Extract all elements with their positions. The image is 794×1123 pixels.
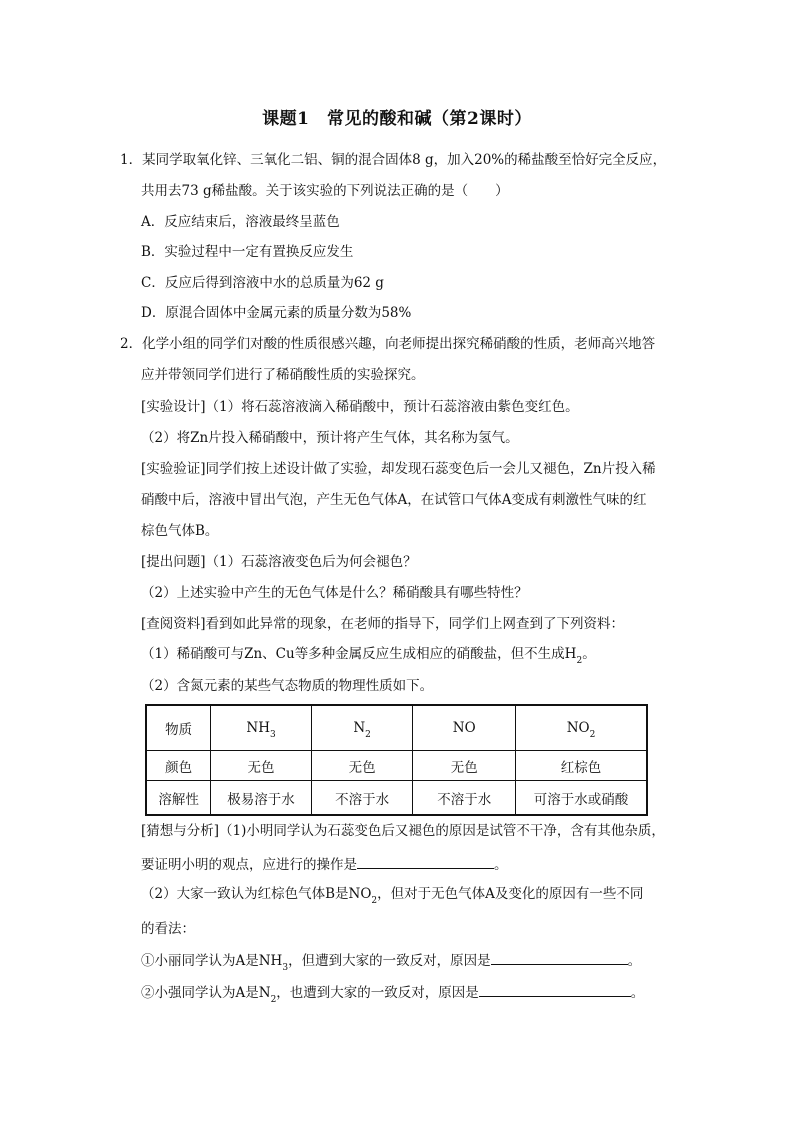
col-no2-name bbox=[516, 705, 648, 751]
answer-blank-3[interactable] bbox=[479, 982, 631, 997]
q2-verify-3: 棕色气体B。 bbox=[141, 523, 219, 539]
q1-line-1: 1．某同学取氧化锌、三氧化二铝、铜的混合固体8 g，加入20%的稀盐酸至恰好完全反应， bbox=[120, 152, 667, 168]
xiaoli-end: 。 bbox=[627, 953, 642, 969]
n2-sub: 2 bbox=[365, 729, 371, 740]
row-label-color: 颜色 bbox=[146, 751, 211, 781]
nh3-sub: 3 bbox=[269, 729, 276, 740]
table-row-solubility bbox=[146, 781, 647, 816]
col-nh3-name bbox=[211, 705, 312, 751]
table-row-substance bbox=[146, 705, 647, 751]
nh3-color: 无色 bbox=[211, 751, 312, 781]
row-label-substance: 物质 bbox=[146, 705, 211, 751]
q2-guess-3-end: ，但对于无色气体A及变化的原因有一些不同 bbox=[377, 886, 644, 902]
q2-guess-3-text: （2）大家一致认为红棕色气体B是NO bbox=[141, 886, 372, 902]
row-label-solubility: 溶解性 bbox=[146, 781, 211, 816]
no-color: 无色 bbox=[413, 751, 516, 781]
answer-blank-2[interactable] bbox=[491, 950, 628, 965]
xiaoli-text: ①小丽同学认为A是NH bbox=[141, 953, 283, 969]
q2-question-2: （2）上述实验中产生的无色气体是什么？稀硝酸具有哪些特性？ bbox=[141, 585, 528, 601]
q2-guess-3 bbox=[141, 885, 644, 906]
q1-option-a: A．反应结束后，溶液最终呈蓝色 bbox=[141, 214, 340, 230]
no-solubility: 不溶于水 bbox=[413, 781, 516, 816]
no-base: NO bbox=[452, 720, 476, 736]
q2-reference-2-text: （1）稀硝酸可与Zn、Cu等多种金属反应生成相应的硝酸盐，但不生成H bbox=[141, 646, 577, 662]
q2-question-1: [提出问题]（1）石蕊溶液变色后为何会褪色？ bbox=[141, 554, 417, 570]
no2-solubility: 可溶于水或硝酸 bbox=[516, 781, 648, 816]
q2-reference-1: [查阅资料]看到如此异常的现象，在老师的指导下，同学们上网查到了下列资料： bbox=[141, 616, 625, 632]
n2-color: 无色 bbox=[311, 751, 413, 781]
q2-intro-2: 应并带领同学们进行了稀硝酸性质的实验探究。 bbox=[141, 367, 425, 383]
q1-option-d: D．原混合固体中金属元素的质量分数为58% bbox=[141, 305, 412, 321]
q2-guess-4: 的看法： bbox=[141, 921, 195, 937]
q2-guess-3-subscript: 2 bbox=[371, 895, 378, 906]
q2-reference-2-subscript: 2 bbox=[576, 655, 583, 666]
xiaoqiang-reason-text: ，也遭到大家的一致反对，原因是 bbox=[276, 985, 479, 1001]
page-title: 课题1 常见的酸和碱（第2课时） bbox=[262, 109, 532, 129]
q1-line-2: 共用去73 g稀盐酸。关于该实验的下列说法正确的是（ ） bbox=[141, 183, 509, 199]
q2-verify-1: [实验验证]同学们按上述设计做了实验，却发现石蕊变色后一会儿又褪色，Zn片投入稀 bbox=[141, 461, 656, 477]
q2-reference-2-end: 。 bbox=[582, 646, 596, 662]
q2-guess-2-text: 要证明小明的观点，应进行的操作是 bbox=[141, 857, 357, 873]
q2-guess-2 bbox=[141, 854, 508, 874]
n2-solubility: 不溶于水 bbox=[311, 781, 413, 816]
q2-intro-1: 2．化学小组的同学们对酸的性质很感兴趣，向老师提出探究稀硝酸的性质，老师高兴地答 bbox=[120, 336, 656, 352]
q2-verify-2: 硝酸中后，溶液中冒出气泡，产生无色气体A，在试管口气体A变成有刺激性气味的红 bbox=[141, 492, 647, 508]
xiaoqiang-end: 。 bbox=[630, 985, 645, 1001]
no2-sub: 2 bbox=[589, 729, 596, 740]
q2-reference-2 bbox=[141, 645, 596, 666]
answer-blank-1[interactable] bbox=[357, 854, 494, 869]
q2-reference-3: （2）含氮元素的某些气态物质的物理性质如下。 bbox=[141, 678, 434, 694]
q2-xiaoqiang-line bbox=[141, 982, 645, 1005]
col-no-name bbox=[413, 705, 516, 751]
nh3-base: NH bbox=[246, 720, 270, 736]
no2-color: 红棕色 bbox=[516, 751, 648, 781]
gas-properties-table bbox=[145, 704, 648, 816]
q1-option-c: C．反应后得到溶液中水的总质量为62 g bbox=[141, 275, 384, 291]
table-row-color bbox=[146, 751, 647, 781]
q2-design-1: [实验设计]（1）将石蕊溶液滴入稀硝酸中，预计石蕊溶液由紫色变红色。 bbox=[141, 399, 579, 415]
q1-option-b: B．实验过程中一定有置换反应发生 bbox=[141, 244, 354, 260]
n2-base: N bbox=[353, 720, 366, 736]
nh3-solubility: 极易溶于水 bbox=[211, 781, 312, 816]
xiaoqiang-text: ②小强同学认为A是N bbox=[141, 985, 271, 1001]
q2-guess-2-end: 。 bbox=[494, 857, 508, 873]
q2-xiaoli-line bbox=[141, 950, 642, 973]
xiaoli-reason-text: ，但遭到大家的一致反对，原因是 bbox=[288, 953, 491, 969]
col-n2-name bbox=[311, 705, 413, 751]
q2-guess-1: [猜想与分析]（1)小明同学认为石蕊变色后又褪色的原因是试管不干净，含有其他杂质， bbox=[141, 823, 665, 839]
q2-design-2: （2）将Zn片投入稀硝酸中，预计将产生气体，其名称为氢气。 bbox=[141, 430, 519, 446]
xiaoli-subscript: 3 bbox=[282, 962, 289, 973]
no2-base: NO bbox=[566, 720, 590, 736]
xiaoqiang-subscript: 2 bbox=[270, 994, 277, 1005]
